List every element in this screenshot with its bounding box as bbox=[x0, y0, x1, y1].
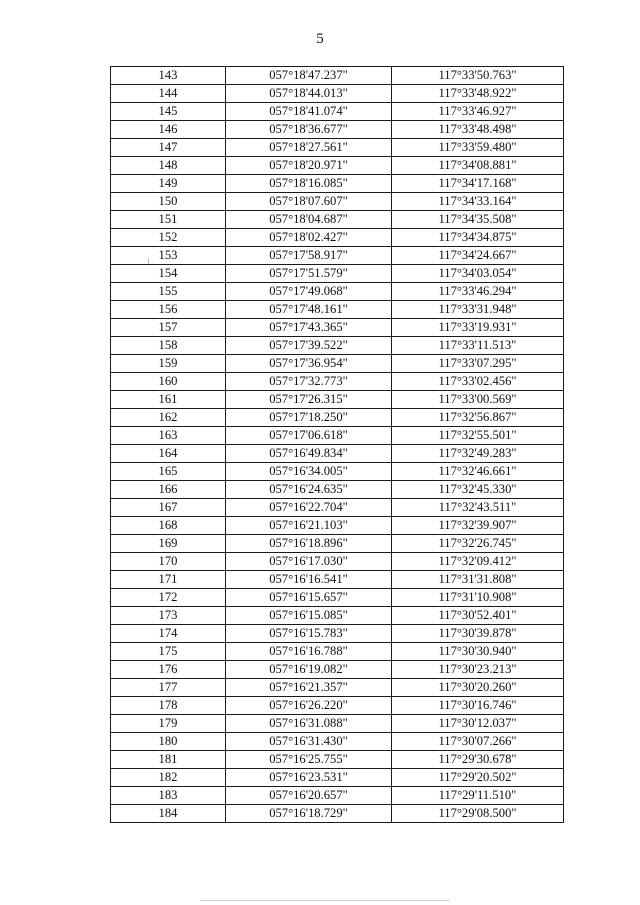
point-number-cell: 155 bbox=[111, 283, 226, 301]
table-row bbox=[111, 157, 564, 175]
longitude-cell: 117°32'55.501" bbox=[392, 427, 564, 445]
table-row bbox=[111, 733, 564, 751]
point-number-cell: 150 bbox=[111, 193, 226, 211]
latitude-cell: 057°17'43.365" bbox=[226, 319, 392, 337]
longitude-cell: 117°30'12.037" bbox=[392, 715, 564, 733]
table-row bbox=[111, 445, 564, 463]
point-number-cell: 168 bbox=[111, 517, 226, 535]
table-row bbox=[111, 409, 564, 427]
point-number-cell: 160 bbox=[111, 373, 226, 391]
latitude-cell: 057°17'06.618" bbox=[226, 427, 392, 445]
table-row bbox=[111, 787, 564, 805]
longitude-cell: 117°33'31.948" bbox=[392, 301, 564, 319]
point-number-cell: 152 bbox=[111, 229, 226, 247]
point-number-cell: 147 bbox=[111, 139, 226, 157]
table-row bbox=[111, 229, 564, 247]
table-row bbox=[111, 355, 564, 373]
longitude-cell: 117°30'23.213" bbox=[392, 661, 564, 679]
point-number-cell: 183 bbox=[111, 787, 226, 805]
point-number-cell: 148 bbox=[111, 157, 226, 175]
table-row bbox=[111, 301, 564, 319]
latitude-cell: 057°16'16.788" bbox=[226, 643, 392, 661]
longitude-cell: 117°32'09.412" bbox=[392, 553, 564, 571]
point-number-cell: 166 bbox=[111, 481, 226, 499]
latitude-cell: 057°16'20.657" bbox=[226, 787, 392, 805]
table-row bbox=[111, 607, 564, 625]
table-row bbox=[111, 139, 564, 157]
point-number-cell: 149 bbox=[111, 175, 226, 193]
table-row bbox=[111, 121, 564, 139]
point-number-cell: 181 bbox=[111, 751, 226, 769]
longitude-cell: 117°32'56.867" bbox=[392, 409, 564, 427]
scan-edge-line bbox=[200, 900, 450, 901]
longitude-cell: 117°34'35.508" bbox=[392, 211, 564, 229]
latitude-cell: 057°16'26.220" bbox=[226, 697, 392, 715]
point-number-cell: 143 bbox=[111, 67, 226, 85]
longitude-cell: 117°29'30.678" bbox=[392, 751, 564, 769]
point-number-cell: 153 bbox=[111, 247, 226, 265]
longitude-cell: 117°34'03.054" bbox=[392, 265, 564, 283]
point-number-cell: 161 bbox=[111, 391, 226, 409]
table-row bbox=[111, 337, 564, 355]
longitude-cell: 117°34'34.875" bbox=[392, 229, 564, 247]
table-row bbox=[111, 103, 564, 121]
longitude-cell: 117°33'48.922" bbox=[392, 85, 564, 103]
longitude-cell: 117°31'31.808" bbox=[392, 571, 564, 589]
table-row bbox=[111, 751, 564, 769]
table-row bbox=[111, 463, 564, 481]
longitude-cell: 117°30'39.878" bbox=[392, 625, 564, 643]
latitude-cell: 057°17'18.250" bbox=[226, 409, 392, 427]
longitude-cell: 117°29'08.500" bbox=[392, 805, 564, 823]
longitude-cell: 117°32'45.330" bbox=[392, 481, 564, 499]
table-row bbox=[111, 553, 564, 571]
point-number-cell: 170 bbox=[111, 553, 226, 571]
point-number-cell: 180 bbox=[111, 733, 226, 751]
point-number-cell: 154 bbox=[111, 265, 226, 283]
point-number-cell: 173 bbox=[111, 607, 226, 625]
page-number: 5 bbox=[316, 31, 324, 47]
point-number-cell: 156 bbox=[111, 301, 226, 319]
latitude-cell: 057°16'49.834" bbox=[226, 445, 392, 463]
coordinates-table bbox=[110, 66, 564, 823]
latitude-cell: 057°17'49.068" bbox=[226, 283, 392, 301]
table-row bbox=[111, 67, 564, 85]
longitude-cell: 117°34'33.164" bbox=[392, 193, 564, 211]
longitude-cell: 117°33'50.763" bbox=[392, 67, 564, 85]
point-number-cell: 158 bbox=[111, 337, 226, 355]
point-number-cell: 144 bbox=[111, 85, 226, 103]
table-row bbox=[111, 499, 564, 517]
latitude-cell: 057°16'15.085" bbox=[226, 607, 392, 625]
longitude-cell: 117°32'26.745" bbox=[392, 535, 564, 553]
table-row bbox=[111, 679, 564, 697]
table-row bbox=[111, 211, 564, 229]
point-number-cell: 169 bbox=[111, 535, 226, 553]
table-row bbox=[111, 661, 564, 679]
point-number-cell: 163 bbox=[111, 427, 226, 445]
table-row bbox=[111, 535, 564, 553]
latitude-cell: 057°16'15.657" bbox=[226, 589, 392, 607]
point-number-cell: 162 bbox=[111, 409, 226, 427]
point-number-cell: 172 bbox=[111, 589, 226, 607]
table-row bbox=[111, 283, 564, 301]
longitude-cell: 117°33'11.513" bbox=[392, 337, 564, 355]
point-number-cell: 146 bbox=[111, 121, 226, 139]
table-row bbox=[111, 319, 564, 337]
longitude-cell: 117°30'07.266" bbox=[392, 733, 564, 751]
table-row bbox=[111, 805, 564, 823]
longitude-cell: 117°32'49.283" bbox=[392, 445, 564, 463]
longitude-cell: 117°31'10.908" bbox=[392, 589, 564, 607]
latitude-cell: 057°18'04.687" bbox=[226, 211, 392, 229]
latitude-cell: 057°16'23.531" bbox=[226, 769, 392, 787]
longitude-cell: 117°33'07.295" bbox=[392, 355, 564, 373]
table-row bbox=[111, 643, 564, 661]
longitude-cell: 117°33'19.931" bbox=[392, 319, 564, 337]
latitude-cell: 057°16'16.541" bbox=[226, 571, 392, 589]
point-number-cell: 178 bbox=[111, 697, 226, 715]
latitude-cell: 057°16'31.088" bbox=[226, 715, 392, 733]
table-row bbox=[111, 265, 564, 283]
point-number-cell: 157 bbox=[111, 319, 226, 337]
latitude-cell: 057°16'18.729" bbox=[226, 805, 392, 823]
point-number-cell: 145 bbox=[111, 103, 226, 121]
latitude-cell: 057°18'07.607" bbox=[226, 193, 392, 211]
point-number-cell: 151 bbox=[111, 211, 226, 229]
longitude-cell: 117°34'17.168" bbox=[392, 175, 564, 193]
point-number-cell: 171 bbox=[111, 571, 226, 589]
longitude-cell: 117°30'16.746" bbox=[392, 697, 564, 715]
longitude-cell: 117°33'48.498" bbox=[392, 121, 564, 139]
latitude-cell: 057°16'17.030" bbox=[226, 553, 392, 571]
longitude-cell: 117°30'52.401" bbox=[392, 607, 564, 625]
longitude-cell: 117°32'43.511" bbox=[392, 499, 564, 517]
table-row bbox=[111, 391, 564, 409]
point-number-cell: 165 bbox=[111, 463, 226, 481]
table-row bbox=[111, 769, 564, 787]
latitude-cell: 057°18'36.677" bbox=[226, 121, 392, 139]
table-row bbox=[111, 373, 564, 391]
longitude-cell: 117°32'39.907" bbox=[392, 517, 564, 535]
latitude-cell: 057°16'25.755" bbox=[226, 751, 392, 769]
latitude-cell: 057°17'58.917" bbox=[226, 247, 392, 265]
latitude-cell: 057°18'41.074" bbox=[226, 103, 392, 121]
table-row bbox=[111, 193, 564, 211]
latitude-cell: 057°18'47.237" bbox=[226, 67, 392, 85]
point-number-cell: 176 bbox=[111, 661, 226, 679]
point-number-cell: 164 bbox=[111, 445, 226, 463]
latitude-cell: 057°16'19.082" bbox=[226, 661, 392, 679]
latitude-cell: 057°18'02.427" bbox=[226, 229, 392, 247]
latitude-cell: 057°17'32.773" bbox=[226, 373, 392, 391]
longitude-cell: 117°34'24.667" bbox=[392, 247, 564, 265]
table-row bbox=[111, 481, 564, 499]
point-number-cell: 175 bbox=[111, 643, 226, 661]
table-row bbox=[111, 175, 564, 193]
longitude-cell: 117°32'46.661" bbox=[392, 463, 564, 481]
longitude-cell: 117°33'46.294" bbox=[392, 283, 564, 301]
latitude-cell: 057°16'31.430" bbox=[226, 733, 392, 751]
point-number-cell: 159 bbox=[111, 355, 226, 373]
longitude-cell: 117°30'30.940" bbox=[392, 643, 564, 661]
table-row bbox=[111, 571, 564, 589]
latitude-cell: 057°16'21.357" bbox=[226, 679, 392, 697]
point-number-cell: 174 bbox=[111, 625, 226, 643]
latitude-cell: 057°18'20.971" bbox=[226, 157, 392, 175]
latitude-cell: 057°16'21.103" bbox=[226, 517, 392, 535]
table-row bbox=[111, 625, 564, 643]
point-number-cell: 177 bbox=[111, 679, 226, 697]
latitude-cell: 057°18'27.561" bbox=[226, 139, 392, 157]
latitude-cell: 057°16'18.896" bbox=[226, 535, 392, 553]
point-number-cell: 167 bbox=[111, 499, 226, 517]
scan-artifact bbox=[148, 258, 149, 264]
latitude-cell: 057°17'26.315" bbox=[226, 391, 392, 409]
longitude-cell: 117°33'00.569" bbox=[392, 391, 564, 409]
latitude-cell: 057°16'22.704" bbox=[226, 499, 392, 517]
table-row bbox=[111, 85, 564, 103]
longitude-cell: 117°29'20.502" bbox=[392, 769, 564, 787]
table-row bbox=[111, 715, 564, 733]
latitude-cell: 057°17'51.579" bbox=[226, 265, 392, 283]
table-row bbox=[111, 697, 564, 715]
point-number-cell: 179 bbox=[111, 715, 226, 733]
latitude-cell: 057°16'34.005" bbox=[226, 463, 392, 481]
longitude-cell: 117°33'59.480" bbox=[392, 139, 564, 157]
latitude-cell: 057°18'16.085" bbox=[226, 175, 392, 193]
point-number-cell: 184 bbox=[111, 805, 226, 823]
table-row bbox=[111, 517, 564, 535]
latitude-cell: 057°17'39.522" bbox=[226, 337, 392, 355]
latitude-cell: 057°17'36.954" bbox=[226, 355, 392, 373]
latitude-cell: 057°16'24.635" bbox=[226, 481, 392, 499]
longitude-cell: 117°30'20.260" bbox=[392, 679, 564, 697]
longitude-cell: 117°33'46.927" bbox=[392, 103, 564, 121]
longitude-cell: 117°34'08.881" bbox=[392, 157, 564, 175]
latitude-cell: 057°18'44.013" bbox=[226, 85, 392, 103]
latitude-cell: 057°16'15.783" bbox=[226, 625, 392, 643]
longitude-cell: 117°29'11.510" bbox=[392, 787, 564, 805]
latitude-cell: 057°17'48.161" bbox=[226, 301, 392, 319]
table-row bbox=[111, 589, 564, 607]
longitude-cell: 117°33'02.456" bbox=[392, 373, 564, 391]
table-row bbox=[111, 247, 564, 265]
point-number-cell: 182 bbox=[111, 769, 226, 787]
table-row bbox=[111, 427, 564, 445]
coordinates-table-body bbox=[111, 67, 564, 823]
